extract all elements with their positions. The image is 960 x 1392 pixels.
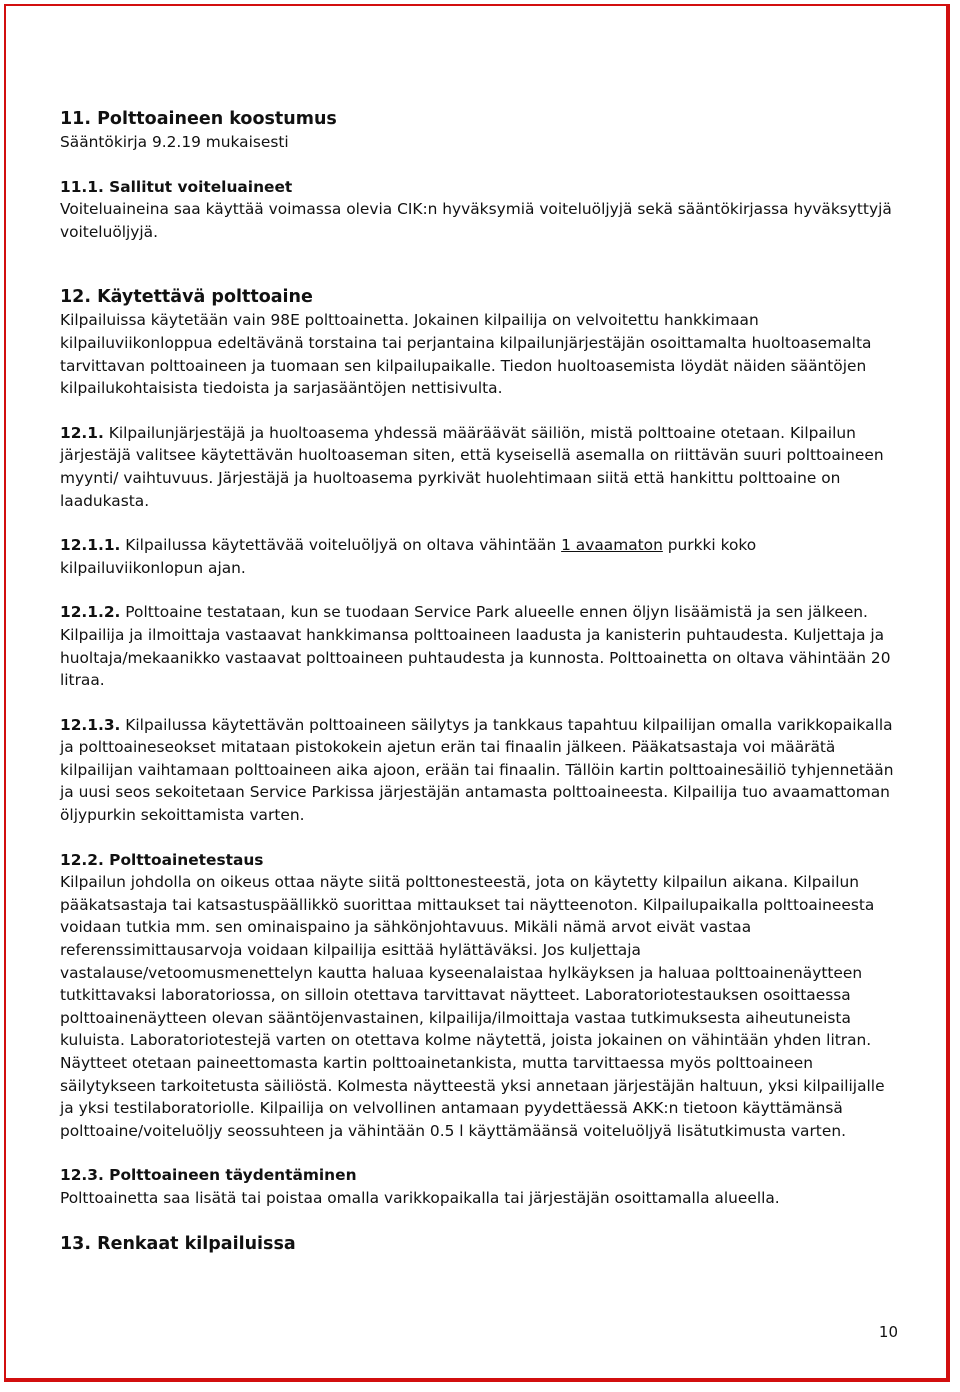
text-12-1-1-a: Kilpailussa käytettävää voiteluöljyä on oltava vähintään bbox=[125, 536, 562, 555]
number-12-1-3: 12.1.3. bbox=[60, 715, 121, 734]
heading-11-1: 11.1. Sallitut voiteluaineet bbox=[60, 177, 293, 196]
text-12-1-1-underlined: 1 avaamaton bbox=[561, 536, 663, 555]
paragraph-12: Kilpailuissa käytetään vain 98E polttoainetta. Jokainen kilpailija on velvoitettu hankkimaan kilpailuviikonloppua edeltävänä torstaina tai perjantaina kilpailunjärjestäjän osoittamalta huoltoasemalta tarvittavan polttoaineen ja tuomaan sen kilpailupaikalle. Tiedon huoltoasemista löydät näiden sääntöjen kilpailukohtaisista tiedoista ja sarjasääntöjen nettisivulta. bbox=[60, 311, 872, 398]
text-12-1-3: Kilpailussa käytettävän polttoaineen säilytys ja tankkaus tapahtuu kilpailijan omalla varikkopaikalla ja polttoaineseokset mitataan pistokokein ajetun erän tai finaalin jälkeen. Pääkatsastaja voi määrätä kilpailijan vaihtamaan polttoaineen aika ajoon, erään tai finaalin. Tällöin kartin polttoainesäiliö tyhjennetään ja uusi seos sekoitetaan Service Parkissa järjestäjän antamasta polttoaineesta. Kilpailija tuo avaamattoman öljypurkin sekoittamista varten. bbox=[60, 715, 894, 825]
paragraph-12-1-1 bbox=[60, 534, 895, 579]
text-12-1-2: Polttoaine testataan, kun se tuodaan Service Park alueelle ennen öljyn lisäämistä ja sen jälkeen. Kilpailija ja ilmoittaja vastaavat hankkimansa polttoaineen laadusta ja kanisterin puhtaudesta. Kuljettaja ja huoltaja/mekaanikko vastaavat polttoaineen puhtaudesta ja kunnosta. Polttoainetta on oltava vähintään 20 litraa. bbox=[60, 603, 891, 690]
number-12-1-2: 12.1.2. bbox=[60, 603, 121, 622]
heading-12-2: 12.2. Polttoainetestaus bbox=[60, 850, 264, 869]
paragraph-12-1-3 bbox=[60, 714, 895, 827]
text-12-1: Kilpailunjärjestäjä ja huoltoasema yhdessä määräävät säiliön, mistä polttoaine otetaan. Kilpailun järjestäjä valitsee käytettävän huoltoaseman siten, että kyseisellä asemalla on riittävän suuri polttoaineen myynti/ vaihtuvuus. Järjestäjä ja huoltoasema pyrkivät huolehtimaan siitä että hankittu polttoaine on laadukasta. bbox=[60, 423, 884, 510]
number-12-1: 12.1. bbox=[60, 423, 104, 442]
subtitle-11: Sääntökirja 9.2.19 mukaisesti bbox=[60, 133, 289, 151]
paragraph-12-3: Polttoainetta saa lisätä tai poistaa omalla varikkopaikalla tai järjestäjän osoittamalla alueella. bbox=[60, 1188, 780, 1207]
paragraph-12-2: Kilpailun johdolla on oikeus ottaa näyte siitä polttonesteestä, jota on käytetty kilpailun aikana. Kilpailun pääkatsastaja tai katsastuspäällikkö suorittaa mittaukset tai näytteenoton. Kilpailupaikalla polttoaineesta voidaan tutkia mm. sen ominaispaino ja sähkönjohtavuus. Mikäli nämä arvot eivät vastaa referenssimittausarvoja voidaan kilpailija esittää hylättäväksi. Jos kuljettaja vastalause/vetoomusmenettelyn kautta haluaa kyseenalaistaa hylkäyksen ja haluaa polttoainenäytteen tutkittavaksi laboratoriossa, on silloin otettava tarvittavat näytteet. Laboratoriotestauksen osoittaessa polttoainenäytteen olevan sääntöjenvastainen, kilpailija/ilmoittaja vastaa tutkimuksesta aiheutuneista kuluista. Laboratoriotestejä varten on otettava kolme näytettä, joista jokainen on vähintään yhden litran. Näytteet otetaan paineettomasta kartin polttoainetankista, mutta tarvittaessa myös polttoaineen säilytykseen tarkoitetusta säiliöstä. Kolmesta näytteestä yksi annetaan järjestäjän haltuun, yksi kilpailijalle ja yksi testilaboratoriolle. Kilpailija on velvollinen antamaan pyydettäessä AKK:n tietoon käyttämänsä polttoaine/voiteluöljy seossuhteen ja vähintään 0.5 l käyttämäänsä voiteluöljyä lisätutkimusta varten. bbox=[60, 873, 885, 1140]
heading-12-3: 12.3. Polttoaineen täydentäminen bbox=[60, 1166, 357, 1185]
heading-11: 11. Polttoaineen koostumus bbox=[60, 109, 337, 129]
text-12-1-1-b: purkki koko kilpailuviikonlopun ajan. bbox=[60, 536, 757, 577]
heading-13: 13. Renkaat kilpailuissa bbox=[60, 1233, 296, 1254]
paragraph-12-1 bbox=[60, 422, 895, 512]
page-number: 10 bbox=[878, 1323, 898, 1341]
document-body bbox=[60, 107, 895, 1256]
number-12-1-1: 12.1.1. bbox=[60, 536, 121, 555]
heading-12: 12. Käytettävä polttoaine bbox=[60, 287, 313, 308]
paragraph-12-1-2 bbox=[60, 601, 895, 691]
paragraph-11-1: Voiteluaineina saa käyttää voimassa olevia CIK:n hyväksymiä voiteluöljyjä sekä sääntökirjassa hyväksyttyjä voiteluöljyjä. bbox=[60, 200, 892, 241]
